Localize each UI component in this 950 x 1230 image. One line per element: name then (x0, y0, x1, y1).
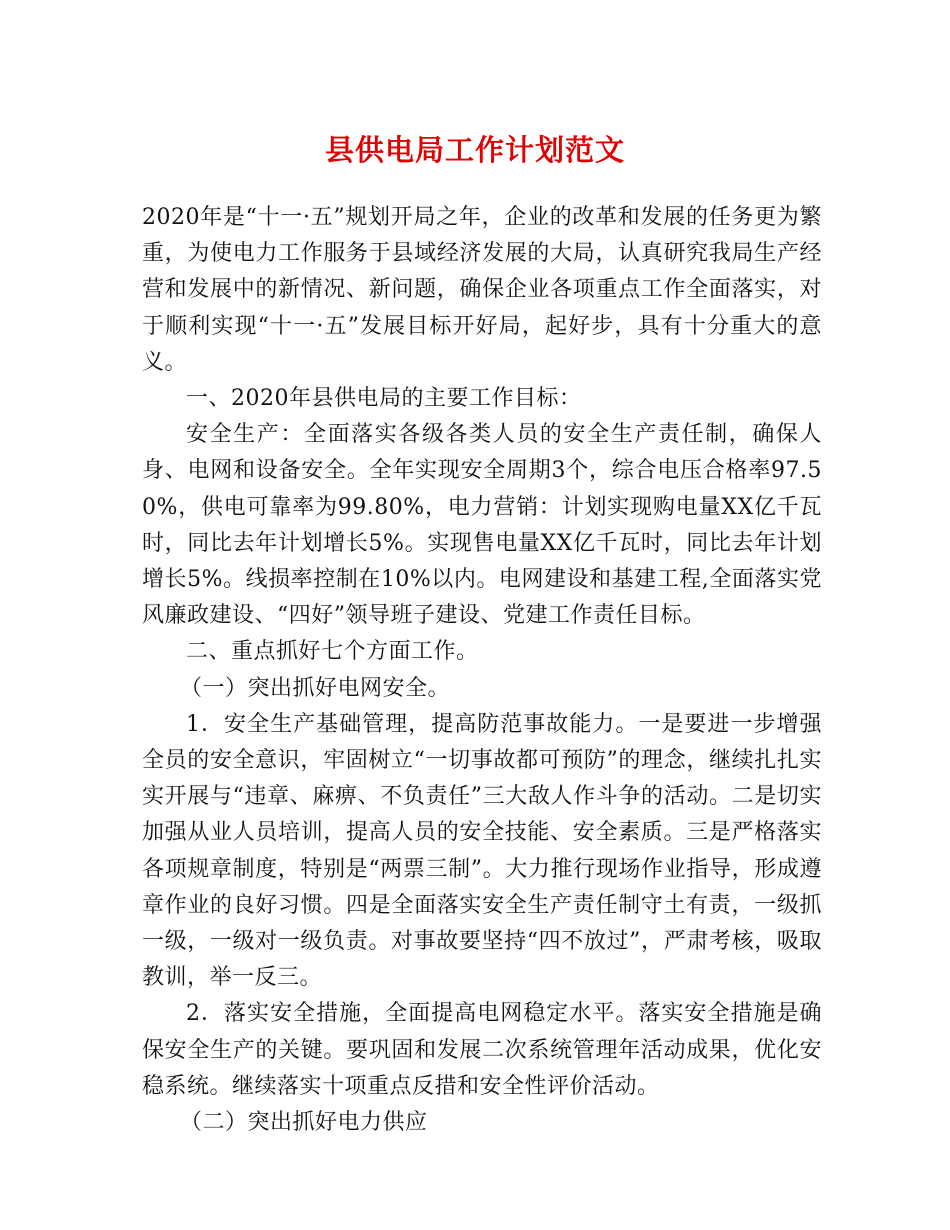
paragraph-section-heading-1: 一、2020年县供电局的主要工作目标： (186, 386, 582, 412)
paragraph-safety-goals: 安全生产：全面落实各级各类人员的安全生产责任制，确保人身、电网和设备安全。全年实现安全周期3个，综合电压合格率97.50%，供电可靠率为99.80%，电力营销：计划实现购电量XX亿千瓦时，同比去年计划增长5%。实现售电量XX亿千瓦时，同比去年计划增长5%。线损率控制在10%以内。电网建设和基建工程,全面落实党风廉政建设、“四好”领导班子建设、党建工作责任目标。 (142, 422, 822, 629)
paragraph-subheading-2: （二）突出抓好电力供应 (180, 1110, 428, 1136)
paragraph-item-2: 2．落实安全措施，全面提高电网稳定水平。落实安全措施是确保安全生产的关键。要巩固和发展二次系统管理年活动成果，优化安稳系统。继续落实十项重点反措和安全性评价活动。 (142, 1001, 822, 1099)
paragraph-section-heading-2: 二、重点抓好七个方面工作。 (186, 639, 479, 665)
paragraph-item-1: 1．安全生产基础管理，提高防范事故能力。一是要进一步增强全员的安全意识，牢固树立“一切事故都可预防”的理念，继续扎扎实实开展与“违章、麻痹、不负责任”三大敌人作斗争的活动。二是切实加强从业人员培训，提高人员的安全技能、安全素质。三是严格落实各项规章制度，特别是“两票三制”。大力推行现场作业指导，形成遵章作业的良好习惯。四是全面落实安全生产责任制守土有责，一级抓一级，一级对一级负责。对事故要坚持“四不放过”，严肃考核，吸取教训，举一反三。 (142, 711, 822, 991)
document-body (142, 200, 822, 1141)
document-title: 县供电局工作计划范文 (324, 133, 625, 167)
paragraph-intro: 2020年是“十一·五”规划开局之年，企业的改革和发展的任务更为繁重，为使电力工作服务于县域经济发展的大局，认真研究我局生产经营和发展中的新情况、新问题，确保企业各项重点工作全面落实，对于顺利实现“十一·五”发展目标开好局，起好步，具有十分重大的意义。 (142, 205, 822, 375)
paragraph-subheading-1: （一）突出抓好电网安全。 (180, 675, 451, 701)
